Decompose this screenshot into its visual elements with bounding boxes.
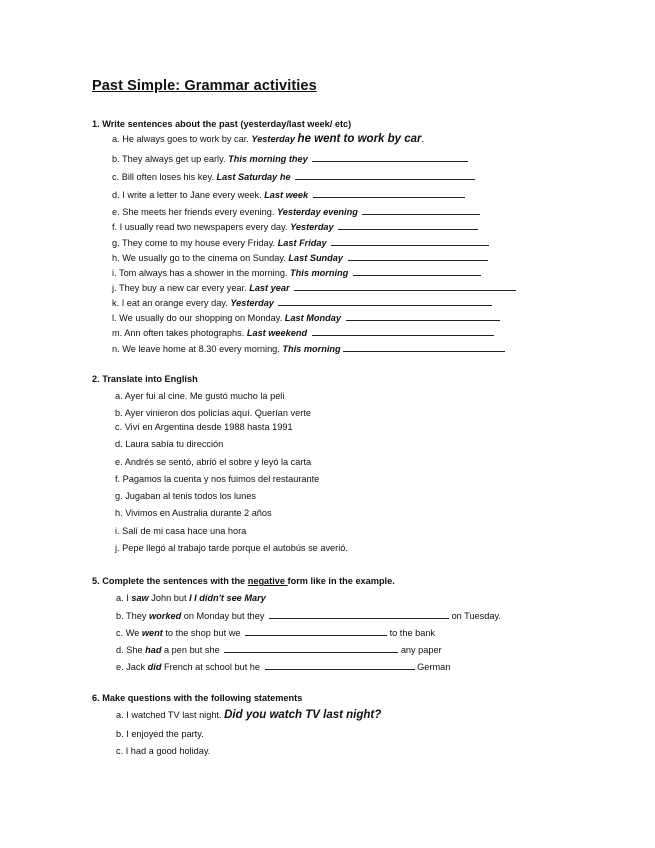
s1-cue: Last Saturday he xyxy=(216,172,294,182)
s1-item-d xyxy=(112,188,465,201)
s6-statement: a. I watched TV last night. xyxy=(116,710,225,720)
s5-text: any paper xyxy=(398,645,442,655)
s5-text: on Monday but they xyxy=(181,611,268,621)
answer-blank[interactable] xyxy=(312,326,494,336)
s1-item-j xyxy=(112,281,516,294)
s5-text: a. I xyxy=(116,593,132,603)
s5-text: John but xyxy=(148,593,190,603)
s1-cue: Last Friday xyxy=(277,238,330,248)
s1-item-e xyxy=(112,205,480,218)
answer-blank[interactable] xyxy=(313,188,465,198)
answer-blank[interactable] xyxy=(343,342,505,352)
s1-prefix: d. I write a letter to Jane every week. xyxy=(112,190,265,200)
s1-item-b xyxy=(112,152,468,165)
s1-item-l xyxy=(112,311,500,324)
s1-cue: This morning they xyxy=(228,154,311,164)
s5-text: d. She xyxy=(116,645,146,655)
s1-prefix: h. We usually go to the cinema on Sunday. xyxy=(112,253,289,263)
s1-item-h xyxy=(112,251,488,264)
s6-item-a xyxy=(116,709,381,721)
s6-statement: b. I enjoyed the party. xyxy=(116,729,204,739)
s2-item: c. Viví en Argentina desde 1988 hasta 1991 xyxy=(115,422,293,432)
s5-text: on Tuesday. xyxy=(449,611,501,621)
answer-blank[interactable] xyxy=(346,311,500,321)
s6-statement: c. I had a good holiday. xyxy=(116,746,211,756)
s5-text: to the shop but we xyxy=(162,628,244,638)
s5-text: c. We xyxy=(116,628,142,638)
s1-prefix: i. Tom always has a shower in the morning. xyxy=(112,268,291,278)
s5-text: b. They xyxy=(116,611,150,621)
s1-prefix: b. They always get up early. xyxy=(112,154,229,164)
s5-text: German xyxy=(414,662,451,672)
answer-blank[interactable] xyxy=(312,152,468,162)
s5-verb: did xyxy=(147,662,162,672)
s1-prefix: f. I usually read two newspapers every day. xyxy=(112,222,291,232)
s1-prefix: j. They buy a new car every year. xyxy=(112,283,250,293)
s1-prefix: g. They come to my house every Friday. xyxy=(112,238,278,248)
s6-item-b xyxy=(116,728,204,740)
s1-prefix: k. I eat an orange every day. xyxy=(112,298,231,308)
s5-example-answer: I I didn't see Mary xyxy=(189,593,266,603)
s5-verb: saw xyxy=(131,593,149,603)
s1-prefix: l. We usually do our shopping on Monday. xyxy=(112,313,285,323)
section5-heading xyxy=(92,575,395,587)
s1-cue: Yesterday xyxy=(230,298,277,308)
s1-item-k xyxy=(112,296,492,309)
s1-item-f xyxy=(112,220,478,233)
answer-blank[interactable] xyxy=(295,170,475,180)
s6-example-answer: Did you watch TV last night? xyxy=(224,709,382,721)
s1-item-i xyxy=(112,266,481,279)
s1-item-c xyxy=(112,170,475,183)
answer-blank[interactable] xyxy=(331,236,489,246)
answer-blank[interactable] xyxy=(362,205,480,215)
s2-item: b. Ayer vinieron dos policías aquí. Querían verte xyxy=(115,408,311,418)
s5-text: French at school but he xyxy=(161,662,263,672)
s1-cue: Last Sunday xyxy=(288,253,346,263)
section1-heading: 1. Write sentences about the past (yesterday/last week/ etc) xyxy=(92,119,352,129)
s5-verb: worked xyxy=(149,611,182,621)
s5-heading-after: form like in the example. xyxy=(287,576,395,586)
s1-prefix: c. Bill often loses his key. xyxy=(112,172,217,182)
s5-text: e. Jack xyxy=(116,662,148,672)
s1-prefix: n. We leave home at 8.30 every morning. xyxy=(112,344,283,354)
s5-heading-underlined: negative xyxy=(247,576,288,586)
s1-cue: Last Monday xyxy=(284,313,344,323)
s1-cue: Yesterday xyxy=(290,222,337,232)
s1-item-g xyxy=(112,236,489,249)
s2-item: i. Salí de mi casa hace una hora xyxy=(115,526,247,536)
s1-prefix: m. Ann often takes photographs. xyxy=(112,328,247,338)
s6-item-c xyxy=(116,745,210,757)
answer-blank[interactable] xyxy=(353,266,481,276)
answer-blank[interactable] xyxy=(338,220,478,230)
answer-blank[interactable] xyxy=(245,626,387,636)
s5-item-e xyxy=(116,660,450,673)
s1-suffix: . xyxy=(421,134,425,144)
s1-cue: Last year xyxy=(249,283,293,293)
s2-item: d. Laura sabía tu dirección xyxy=(115,439,224,449)
s2-item: f. Pagamos la cuenta y nos fuimos del restaurante xyxy=(115,474,320,484)
page-title: Past Simple: Grammar activities xyxy=(92,78,317,94)
s5-item-b xyxy=(116,609,501,622)
s2-item: j. Pepe llegó al trabajo tarde porque el autobús se averió. xyxy=(115,543,348,553)
s2-item: h. Vivimos en Australia durante 2 años xyxy=(115,508,272,518)
s2-item: a. Ayer fui al cine. Me gustó mucho la peli xyxy=(115,391,285,401)
s1-item-a xyxy=(112,133,424,145)
s5-verb: had xyxy=(145,645,162,655)
answer-blank[interactable] xyxy=(224,643,398,653)
s1-cue: This morning xyxy=(290,268,351,278)
s5-verb: went xyxy=(141,628,163,638)
s1-cue: Yesterday xyxy=(251,134,298,144)
s1-item-n xyxy=(112,342,505,355)
s2-item: g. Jugaban al tenis todos los lunes xyxy=(115,491,256,501)
s5-item-c xyxy=(116,626,435,639)
answer-blank[interactable] xyxy=(348,251,488,261)
s5-text: a pen but she xyxy=(161,645,223,655)
section6-heading: 6. Make questions with the following statements xyxy=(92,693,303,703)
s2-item: e. Andrés se sentó, abrió el sobre y leyó la carta xyxy=(115,457,312,467)
s5-item-d xyxy=(116,643,442,656)
s1-prefix: a. He always goes to work by car. xyxy=(112,134,252,144)
s5-text: to the bank xyxy=(387,628,436,638)
s1-item-m xyxy=(112,326,494,339)
s1-answer: he went to work by car xyxy=(297,133,422,145)
s1-cue: This morning xyxy=(282,344,341,354)
section2-heading: 2. Translate into English xyxy=(92,374,198,384)
s1-cue: Yesterday evening xyxy=(276,207,361,217)
answer-blank[interactable] xyxy=(269,609,449,619)
answer-blank[interactable] xyxy=(265,660,415,670)
s5-heading-before: 5. Complete the sentences with the xyxy=(92,576,248,586)
answer-blank[interactable] xyxy=(278,296,492,306)
s1-cue: Last week xyxy=(264,190,311,200)
s1-cue: Last weekend xyxy=(246,328,310,338)
s1-prefix: e. She meets her friends every evening. xyxy=(112,207,277,217)
answer-blank[interactable] xyxy=(294,281,516,291)
s5-item-a xyxy=(116,592,266,604)
